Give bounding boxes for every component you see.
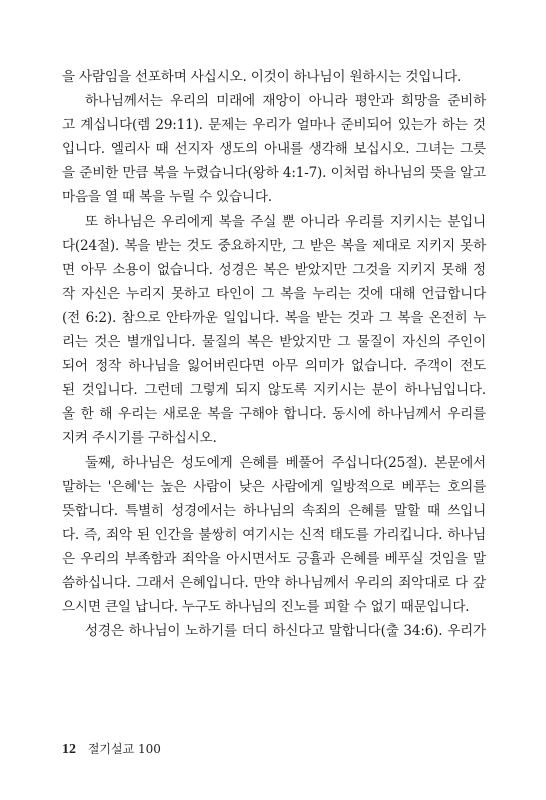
text-line: 을 사람임을 선포하며 사십시오. 이것이 하나님이 원하시는 것입니다. bbox=[62, 69, 462, 85]
body-text bbox=[62, 65, 486, 643]
text-line: 마음을 열 때 복을 누릴 수 있습니다. bbox=[62, 189, 272, 206]
book-title: 절기설교 100 bbox=[87, 742, 161, 756]
text-line: 된 것입니다. 그런데 그렇게 되지 않도록 지키시는 분이 하나님입니다. bbox=[62, 382, 486, 399]
text-line: 지켜 주시기를 구하십시오. bbox=[62, 430, 217, 447]
text-line: (전 6:2). 참으로 안타까운 일입니다. 복을 받는 것과 그 복을 온전히 누 bbox=[62, 309, 486, 326]
text-line: 다(24절). 복을 받는 것도 중요하지만, 그 받은 복을 제대로 지키지 못하 bbox=[62, 237, 486, 254]
text-line: 둘째, 하나님은 성도에게 은혜를 베풀어 주십니다(25절). 본문에서 bbox=[85, 454, 486, 471]
text-line: 면 아무 소용이 없습니다. 성경은 복은 받았지만 그것을 지키지 못해 정 bbox=[62, 261, 486, 278]
text-line: 성경은 하나님이 노하기를 더디 하신다고 말합니다(출 34:6). 우리가 bbox=[85, 623, 486, 640]
text-line: 하나님께서는 우리의 미래에 재앙이 아니라 평안과 희망을 준비하 bbox=[85, 93, 486, 110]
text-line: 뜻합니다. 특별히 성경에서는 하나님의 속죄의 은혜를 말할 때 쓰입니 bbox=[62, 502, 486, 519]
text-line: 리는 것은 별개입니다. 물질의 복은 받았지만 그 물질이 자신의 주인이 bbox=[62, 334, 486, 351]
page-number: 12 bbox=[62, 742, 76, 757]
text-line: 을 준비한 만큼 복을 누렸습니다(왕하 4:1-7). 이처럼 하나님의 뜻을 알고 bbox=[62, 165, 486, 182]
text-line: 되어 정작 하나님을 잃어버린다면 아무 의미가 없습니다. 주객이 전도 bbox=[62, 358, 486, 375]
text-line: 다. 즉, 죄악 된 인간을 불쌍히 여기시는 신적 태도를 가리킵니다. 하나님 bbox=[62, 526, 486, 543]
text-line: 고 계십니다(렘 29:11). 문제는 우리가 얼마나 준비되어 있는가 하는 것 bbox=[62, 117, 486, 134]
text-line: 말하는 '은혜'는 높은 사람이 낮은 사람에게 일방적으로 베푸는 호의를 bbox=[62, 478, 486, 495]
text-line: 은 우리의 부족함과 죄악을 아시면서도 긍휼과 은혜를 베푸실 것임을 말 bbox=[62, 550, 486, 567]
text-line: 입니다. 엘리사 때 선지자 생도의 아내를 생각해 보십시오. 그녀는 그릇 bbox=[62, 141, 486, 158]
text-line: 으시면 큰일 납니다. 누구도 하나님의 진노를 피할 수 없기 때문입니다. bbox=[62, 599, 470, 616]
text-line: 올 한 해 우리는 새로운 복을 구해야 합니다. 동시에 하나님께서 우리를 bbox=[62, 406, 486, 423]
text-line: 씀하십니다. 그래서 은혜입니다. 만약 하나님께서 우리의 죄악대로 다 갚 bbox=[62, 574, 486, 591]
text-line: 또 하나님은 우리에게 복을 주실 뿐 아니라 우리를 지키시는 분입니 bbox=[85, 213, 486, 230]
text-line: 작 자신은 누리지 못하고 타인이 그 복을 누리는 것에 대해 언급합니다 bbox=[62, 285, 486, 302]
page-footer bbox=[62, 740, 161, 758]
